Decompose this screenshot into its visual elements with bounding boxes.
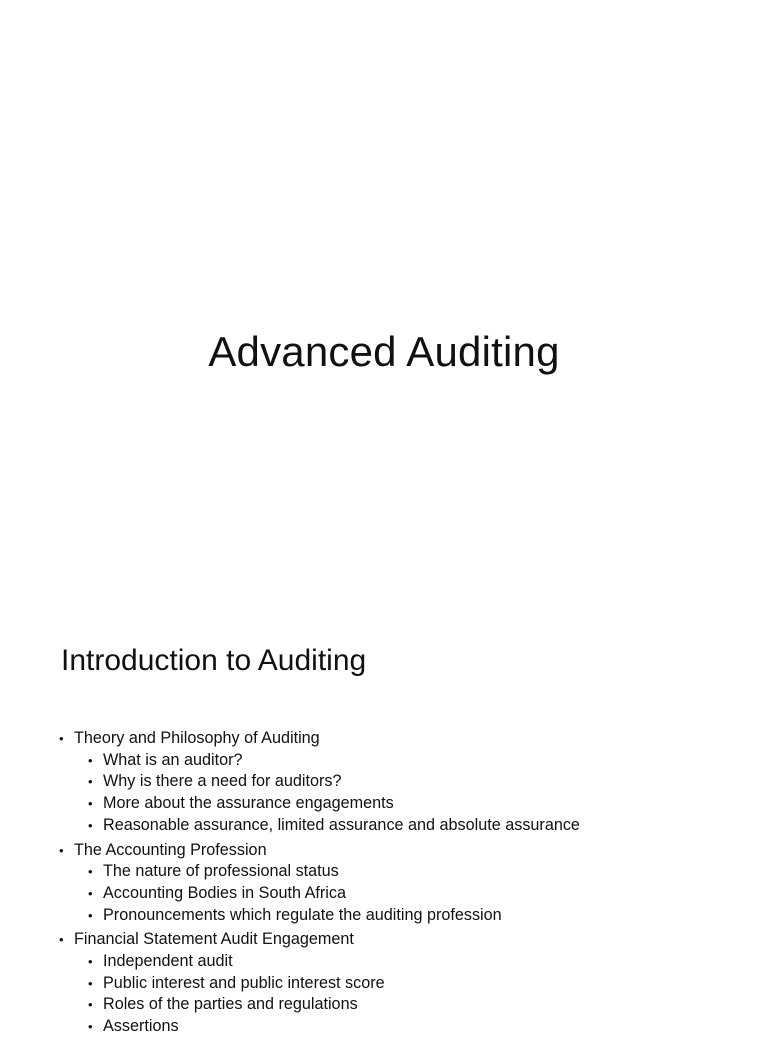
topic-item	[59, 929, 749, 1038]
bullet-icon: •	[88, 954, 93, 970]
subtopic-item	[88, 883, 749, 905]
subtopic-label: Roles of the parties and regulations	[103, 995, 358, 1014]
subtopic-label: Public interest and public interest score	[103, 973, 385, 992]
topic-label: The Accounting Profession	[74, 840, 267, 859]
topic-item	[59, 840, 749, 927]
bullet-icon: •	[88, 907, 93, 923]
subtopic-item	[88, 771, 749, 793]
slide-title: Advanced Auditing	[208, 328, 560, 375]
subtopic-item	[88, 905, 749, 927]
subtopic-list	[59, 861, 749, 926]
bullet-icon: •	[88, 864, 93, 880]
subtopic-label: Pronouncements which regulate the auditing profession	[103, 905, 502, 924]
subtopic-list	[59, 750, 749, 837]
subtopic-item	[88, 951, 749, 973]
subtopic-item	[88, 973, 749, 995]
bullet-icon: •	[88, 774, 93, 790]
subtopic-label: Why is there a need for auditors?	[103, 772, 342, 791]
bullet-icon: •	[88, 796, 93, 812]
subtopic-item	[88, 750, 749, 772]
subtopic-label: Accounting Bodies in South Africa	[103, 883, 346, 902]
subtopic-label: Independent audit	[103, 952, 233, 971]
subtopic-label: The nature of professional status	[103, 862, 339, 881]
bullet-icon: •	[88, 997, 93, 1013]
subtopic-item	[88, 861, 749, 883]
subtopic-label: More about the assurance engagements	[103, 794, 394, 813]
topic-label: Theory and Philosophy of Auditing	[74, 729, 320, 747]
subtopic-item	[88, 793, 749, 815]
subtopic-item	[88, 815, 749, 837]
subtopic-label: Reasonable assurance, limited assurance and absolute assurance	[103, 815, 580, 834]
section-heading: Introduction to Auditing	[61, 644, 367, 677]
subtopic-label: What is an auditor?	[103, 750, 243, 769]
bullet-icon: •	[88, 752, 93, 768]
bullet-icon: •	[88, 817, 93, 833]
topic-item	[59, 728, 749, 837]
bullet-icon: •	[59, 932, 64, 948]
subtopic-list	[59, 951, 749, 1038]
subtopic-item	[88, 1016, 749, 1038]
topic-label: Financial Statement Audit Engagement	[74, 930, 354, 949]
bullet-icon: •	[59, 731, 64, 746]
topic-outline	[59, 728, 749, 1041]
bullet-icon: •	[88, 885, 93, 901]
subtopic-label: Assertions	[103, 1017, 179, 1036]
subtopic-item	[88, 994, 749, 1016]
bullet-icon: •	[88, 1019, 93, 1035]
bullet-icon: •	[88, 975, 93, 991]
bullet-icon: •	[59, 842, 64, 858]
